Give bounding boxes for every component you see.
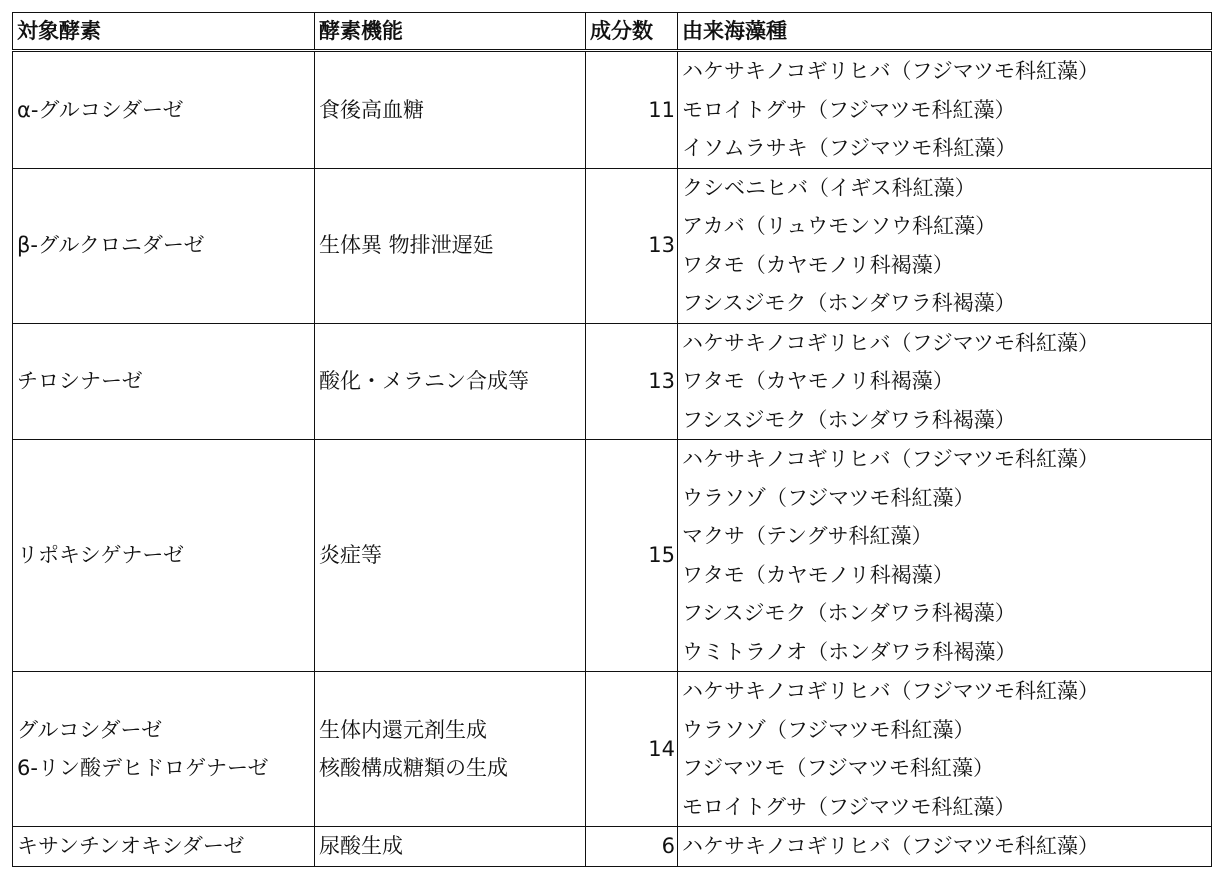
table-row xyxy=(13,51,1212,169)
header-enzyme[interactable]: 対象酵素 xyxy=(13,13,315,51)
enzyme-cell[interactable] xyxy=(13,440,315,672)
seaweed-species: フシスジモク（ホンダワラ科褐藻） xyxy=(682,407,1016,432)
seaweed-species: ウラソゾ（フジマツモ科紅藻） xyxy=(682,485,975,510)
seaweed-species: イソムラサキ（フジマツモ科紅藻） xyxy=(682,136,1017,160)
count-cell[interactable]: 6 xyxy=(586,827,678,867)
enzyme-function: 生体異 物排泄遅延 xyxy=(319,233,494,258)
table-row xyxy=(13,827,1212,867)
enzyme-name: 6-リン酸デヒドロゲナーゼ xyxy=(17,756,269,780)
count-cell[interactable]: 13 xyxy=(586,168,678,323)
header-source[interactable]: 由来海藻種 xyxy=(678,13,1212,51)
seaweed-species: ハケサキノコギリヒバ（フジマツモ科紅藻） xyxy=(682,679,1100,703)
enzyme-name: グルコシダーゼ xyxy=(17,717,163,742)
function-cell[interactable] xyxy=(315,672,586,827)
enzyme-name: チロシナーゼ xyxy=(17,369,143,393)
count-cell[interactable]: 13 xyxy=(586,323,678,440)
source-cell[interactable] xyxy=(678,168,1212,323)
seaweed-species: ハケサキノコギリヒバ（フジマツモ科紅藻） xyxy=(682,447,1100,471)
enzyme-cell[interactable] xyxy=(13,672,315,827)
table-body xyxy=(13,51,1212,867)
seaweed-species: ウミトラノオ（ホンダワラ科褐藻） xyxy=(682,639,1017,664)
seaweed-species: ワタモ（カヤモノリ科褐藻） xyxy=(682,369,954,393)
seaweed-species: フジマツモ（フジマツモ科紅藻） xyxy=(682,756,995,780)
source-cell[interactable] xyxy=(678,827,1212,867)
table-container xyxy=(12,12,1212,867)
seaweed-species: マクサ（テングサ科紅藻） xyxy=(682,524,933,548)
source-cell[interactable] xyxy=(678,440,1212,672)
source-cell[interactable] xyxy=(678,672,1212,827)
source-cell[interactable] xyxy=(678,51,1212,169)
seaweed-species: モロイトグサ（フジマツモ科紅藻） xyxy=(682,97,1016,122)
table-row xyxy=(13,440,1212,672)
count-cell[interactable]: 14 xyxy=(586,672,678,827)
header-count[interactable]: 成分数 xyxy=(586,13,678,51)
enzyme-function: 尿酸生成 xyxy=(319,834,403,858)
enzyme-cell[interactable] xyxy=(13,168,315,323)
seaweed-species: ハケサキノコギリヒバ（フジマツモ科紅藻） xyxy=(682,330,1100,355)
enzyme-cell[interactable] xyxy=(13,51,315,169)
enzyme-name: キサンチンオキシダーゼ xyxy=(17,834,245,858)
enzyme-function: 生体内還元剤生成 xyxy=(319,717,487,742)
function-cell[interactable] xyxy=(315,323,586,440)
enzyme-cell[interactable] xyxy=(13,323,315,440)
count-cell[interactable]: 11 xyxy=(586,51,678,169)
source-cell[interactable] xyxy=(678,323,1212,440)
seaweed-species: フシスジモク（ホンダワラ科褐藻） xyxy=(682,601,1016,625)
enzyme-table xyxy=(12,12,1212,867)
seaweed-species: クシベニヒバ（イギス科紅藻） xyxy=(682,175,976,200)
enzyme-name: リポキシゲナーゼ xyxy=(17,543,184,568)
enzyme-function: 酸化・メラニン合成等 xyxy=(319,369,529,393)
table-row xyxy=(13,672,1212,827)
seaweed-species: ワタモ（カヤモノリ科褐藻） xyxy=(682,562,954,587)
header-row xyxy=(13,13,1212,51)
enzyme-function: 食後高血糖 xyxy=(319,97,424,122)
enzyme-name: α-グルコシダーゼ xyxy=(17,97,184,122)
header-function[interactable]: 酵素機能 xyxy=(315,13,586,51)
table-row xyxy=(13,323,1212,440)
seaweed-species: ハケサキノコギリヒバ（フジマツモ科紅藻） xyxy=(682,59,1100,83)
seaweed-species: モロイトグサ（フジマツモ科紅藻） xyxy=(682,794,1016,819)
function-cell[interactable] xyxy=(315,440,586,672)
seaweed-species: フシスジモク（ホンダワラ科褐藻） xyxy=(682,291,1016,315)
enzyme-function: 核酸構成糖類の生成 xyxy=(319,756,508,780)
seaweed-species: ハケサキノコギリヒバ（フジマツモ科紅藻） xyxy=(682,834,1100,858)
seaweed-species: ウラソゾ（フジマツモ科紅藻） xyxy=(682,717,975,742)
function-cell[interactable] xyxy=(315,827,586,867)
function-cell[interactable] xyxy=(315,168,586,323)
enzyme-cell[interactable] xyxy=(13,827,315,867)
table-row xyxy=(13,168,1212,323)
count-cell[interactable]: 15 xyxy=(586,440,678,672)
seaweed-species: アカバ（リュウモンソウ科紅藻） xyxy=(682,214,997,238)
enzyme-function: 炎症等 xyxy=(319,543,382,568)
function-cell[interactable] xyxy=(315,51,586,169)
enzyme-name: β-グルクロニダーゼ xyxy=(17,233,205,258)
seaweed-species: ワタモ（カヤモノリ科褐藻） xyxy=(682,252,954,277)
